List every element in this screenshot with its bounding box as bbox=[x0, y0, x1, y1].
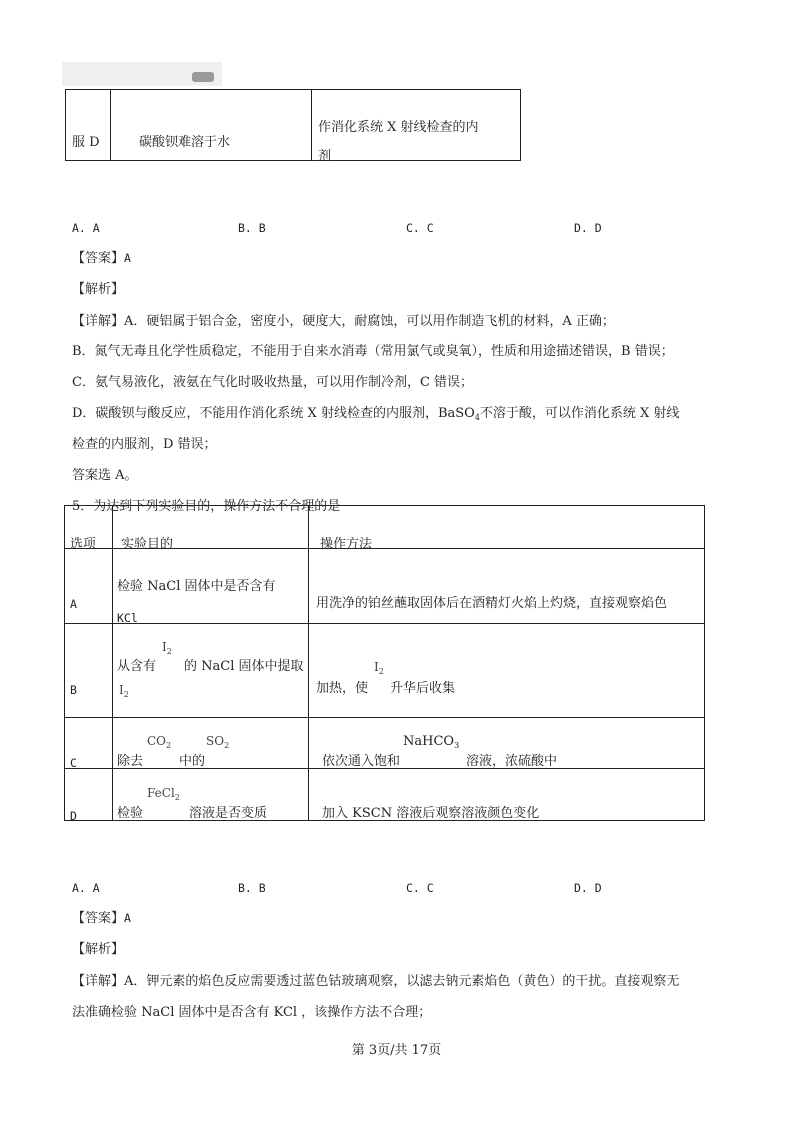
q4-option-a: A. A bbox=[72, 221, 100, 235]
q5-option-d: D. D bbox=[574, 881, 602, 895]
row-b-method-formula-main: I bbox=[374, 660, 379, 674]
table2-header-method: 操作方法 bbox=[320, 537, 373, 552]
page-footer: 第 3页/共 17页 bbox=[351, 1043, 442, 1058]
q5-analysis-label: 【解析】 bbox=[72, 942, 125, 957]
row-c-option: C bbox=[70, 756, 77, 770]
table2-header-option: 选项 bbox=[70, 537, 97, 552]
q4-answer-label: 【答案】 bbox=[72, 251, 125, 266]
table1-col3-line2: 剂 bbox=[318, 149, 332, 164]
row-d-goal-formula-main: FeCl bbox=[147, 786, 175, 800]
row-c-method-b: 溶液，浓硫酸中 bbox=[466, 754, 558, 769]
q4-analysis-label: 【解析】 bbox=[72, 282, 125, 297]
row-b-method-b: 升华后收集 bbox=[390, 681, 456, 696]
scan-artifact-dark bbox=[192, 72, 214, 82]
q5-detail-line2: 法准确检验 NaCl 固体中是否含有 KCl ，该操作方法不合理； bbox=[72, 1005, 432, 1020]
row-d-goal bbox=[117, 804, 267, 824]
row-b-method-formula bbox=[374, 660, 384, 676]
q5-answer-value: A bbox=[124, 911, 131, 925]
row-c-goal-formula1 bbox=[147, 734, 171, 750]
row-b-goal-line2-main: I bbox=[119, 683, 124, 697]
q4-detail-line3: C．氨气易液化，液氨在气化时吸收热量，可以用作制冷剂，C 错误； bbox=[72, 375, 474, 390]
q4-detail-line4-a: D．碳酸钡与酸反应，不能用作消化系统 X 射线检查的内服剂，BaSO bbox=[72, 406, 475, 421]
row-c-goal bbox=[117, 752, 205, 772]
row-c-goal-a: 除去 bbox=[117, 754, 144, 769]
q5-option-a: A. A bbox=[72, 881, 100, 895]
row-d-method: 加入 KSCN 溶液后观察溶液颜色变化 bbox=[322, 806, 540, 821]
row-b-method-formula-sub: 2 bbox=[378, 667, 384, 676]
q4-detail-line5: 检查的内服剂，D 错误； bbox=[72, 437, 217, 452]
row-c-goal-formula1-main: CO bbox=[147, 734, 167, 748]
table1-col2: 碳酸钡难溶于水 bbox=[139, 135, 231, 150]
row-c-method-formula-sub: 3 bbox=[454, 741, 460, 750]
q4-detail-line4 bbox=[72, 404, 679, 428]
q4-answer-value: A bbox=[124, 251, 131, 265]
row-c-method-a: 依次通入饱和 bbox=[322, 754, 401, 769]
q4-option-d: D. D bbox=[574, 221, 602, 235]
row-c-goal-b: 中的 bbox=[179, 754, 206, 769]
row-c-goal-formula2-sub: 2 bbox=[224, 741, 230, 750]
row-d-goal-formula bbox=[147, 786, 180, 802]
row-b-goal-formula bbox=[162, 640, 172, 656]
q4-option-b: B. B bbox=[238, 221, 266, 235]
table1-col3-line1: 作消化系统 X 射线检查的内 bbox=[318, 120, 479, 135]
row-b-goal-line1-b: 的 NaCl 固体中提取 bbox=[184, 659, 304, 674]
row-b-option: B bbox=[70, 683, 77, 697]
row-b-goal-formula-sub: 2 bbox=[166, 647, 172, 656]
row-b-goal-formula-main: I bbox=[162, 640, 167, 654]
q4-option-c: C. C bbox=[406, 221, 434, 235]
row-a-goal-line1: 检验 NaCl 固体中是否含有 bbox=[117, 579, 276, 594]
row-a-option: A bbox=[70, 597, 77, 611]
q5-title: 5．为达到下列实验目的，操作方法不合理的是 bbox=[72, 499, 341, 514]
table2-header-goal: 实验目的 bbox=[121, 537, 174, 552]
row-c-goal-formula1-sub: 2 bbox=[166, 741, 172, 750]
row-c-method bbox=[322, 752, 557, 772]
q4-detail-line1: 【详解】A．硬铝属于铝合金，密度小，硬度大，耐腐蚀，可以用作制造飞机的材料，A 正确； bbox=[72, 314, 615, 329]
row-c-goal-formula2-main: SO bbox=[206, 734, 225, 748]
row-b-method-a: 加热，使 bbox=[316, 681, 369, 696]
q5-detail-line1: 【详解】A．钾元素的焰色反应需要透过蓝色钴玻璃观察，以滤去钠元素焰色（黄色）的干扰。直接观察无 bbox=[72, 974, 680, 989]
row-c-method-formula-main: NaHCO bbox=[403, 734, 455, 749]
q4-detail-line6: 答案选 A。 bbox=[72, 468, 138, 483]
row-c-method-formula bbox=[403, 734, 459, 750]
row-b-goal-line1 bbox=[117, 657, 304, 677]
q4-detail-line4-sub: 4 bbox=[474, 413, 480, 422]
q4-detail-line4-b: 不溶于酸，可以作消化系统 X 射线 bbox=[479, 406, 680, 421]
q5-option-b: B. B bbox=[238, 881, 266, 895]
row-d-goal-b: 溶液是否变质 bbox=[189, 806, 268, 821]
row-a-method: 用洗净的铂丝蘸取固体后在酒精灯火焰上灼烧，直接观察焰色 bbox=[316, 596, 668, 611]
q5-answer-label: 【答案】 bbox=[72, 911, 125, 926]
row-b-goal-line2 bbox=[119, 683, 129, 699]
q4-answer bbox=[72, 248, 131, 269]
row-a-goal-line2: KCl bbox=[117, 611, 138, 625]
row-d-option: D bbox=[70, 809, 77, 823]
row-c-goal-formula2 bbox=[206, 734, 229, 750]
row-b-goal-line1-a: 从含有 bbox=[117, 659, 157, 674]
table1-col1: 服 D bbox=[72, 135, 100, 150]
q5-option-c: C. C bbox=[406, 881, 434, 895]
row-b-goal-line2-sub: 2 bbox=[123, 690, 129, 699]
q4-detail-line2: B．氮气无毒且化学性质稳定，不能用于自来水消毒（常用氯气或臭氧），性质和用途描述错误，B 错误； bbox=[72, 344, 674, 359]
row-b-method bbox=[316, 679, 455, 699]
row-d-goal-formula-sub: 2 bbox=[174, 793, 180, 802]
row-d-goal-a: 检验 bbox=[117, 806, 144, 821]
q5-answer bbox=[72, 908, 131, 929]
